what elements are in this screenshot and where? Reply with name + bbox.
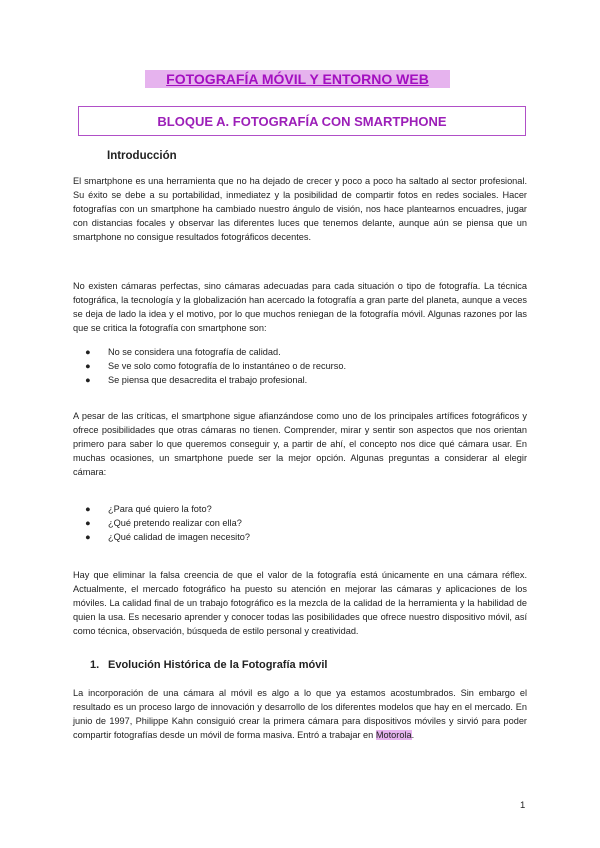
- list-item: ● Se piensa que desacredita el trabajo profesional.: [85, 375, 308, 385]
- paragraph-history: La incorporación de una cámara al móvil es algo a lo que ya estamos acostumbrados. Sin embargo el resultado es un proceso largo de innovación y desarrollo de los diferentes modelos que hay en el mercado. En junio de 1997, Philippe Kahn consiguió crear la primera cámara para dispositivos móviles y sirvió para poder compartir fotografías desde un móvil de forma masiva. Entró a trabajar en Motorola.: [73, 688, 527, 740]
- bullet-icon: ●: [85, 504, 91, 514]
- criticism-list: [82, 345, 522, 387]
- bullet-icon: ●: [85, 347, 91, 357]
- highlighted-motorola: Motorola: [375, 730, 412, 740]
- list-item: ● No se considera una fotografía de calidad.: [85, 347, 281, 357]
- section-1-heading: [90, 659, 327, 671]
- intro-heading: Introducción: [107, 150, 177, 162]
- section-1-title: Evolución Histórica de la Fotografía móvil: [108, 659, 328, 671]
- paragraph-intro: El smartphone es una herramienta que no ha dejado de crecer y poco a poco ha saltado al sector profesional. Su éxito se debe a su portabilidad, inmediatez y la posibilidad de compartir fotos en redes sociales. Hacer fotografías con un smartphone ha cambiado nuestro ángulo de visión, nos hace plantearnos encuadres, jugar con distancias focales y observar las diferentes luces que tenemos delante, aunque aún se piensa que un smartphone no consigue resultados fotográficos decentes.: [73, 176, 527, 242]
- list-item: ● ¿Qué calidad de imagen necesito?: [85, 532, 250, 542]
- bullet-icon: ●: [85, 532, 91, 542]
- list-item: ● Se ve solo como fotografía de lo instantáneo o de recurso.: [85, 361, 347, 371]
- bullet-icon: ●: [85, 518, 91, 528]
- document-main-title: FOTOGRAFÍA MÓVIL Y ENTORNO WEB: [145, 70, 450, 88]
- paragraph-cameras: No existen cámaras perfectas, sino cámaras adecuadas para cada situación o tipo de fotografía. La técnica fotográfica, la tecnología y la globalización han acercado la fotografía a gran parte del planeta, aunque a veces se deja de lado la idea y el motivo, por lo que muchos reniegan de la fotografía móvil. Algunas razones por las que se critica la fotografía con smartphone son:: [73, 281, 527, 333]
- section-1-number: 1.: [90, 659, 100, 671]
- bullet-icon: ●: [85, 361, 91, 371]
- paragraph-myth: Hay que eliminar la falsa creencia de que el valor de la fotografía está únicamente en una cámara réflex. Actualmente, el mercado fotográfico ha puesto su atención en mejorar las cámaras y aplicaciones de los móviles. La calidad final de un trabajo fotográfico es la mezcla de la calidad de la herramienta y la habilidad de quien la usa. Es necesario aprender y conocer todas las posibilidades que ofrece nuestro dispositivo móvil, así como técnica, observación, búsqueda de estilo personal y creatividad.: [73, 570, 527, 636]
- questions-list: [82, 502, 522, 544]
- list-item: ● ¿Qué pretendo realizar con ella?: [85, 518, 242, 528]
- page-number: 1: [520, 800, 526, 811]
- list-item: ● ¿Para qué quiero la foto?: [85, 504, 212, 514]
- bullet-icon: ●: [85, 375, 91, 385]
- section-title: BLOQUE A. FOTOGRAFÍA CON SMARTPHONE: [157, 114, 447, 129]
- section-title-box: [78, 106, 526, 136]
- paragraph-smartphone-advantages: A pesar de las críticas, el smartphone sigue afianzándose como uno de los principales artífices fotográficos y ofrece posibilidades que otras cámaras no tienen. Comprender, mirar y sentir son aspectos que nos orientan primero para saber lo que queremos conseguir y, a partir de ahí, el concepto nos dice qué cámara usar. En muchas ocasiones, un smartphone puede ser la mejor opción. Algunas preguntas a considerar al elegir cámara:: [73, 411, 527, 477]
